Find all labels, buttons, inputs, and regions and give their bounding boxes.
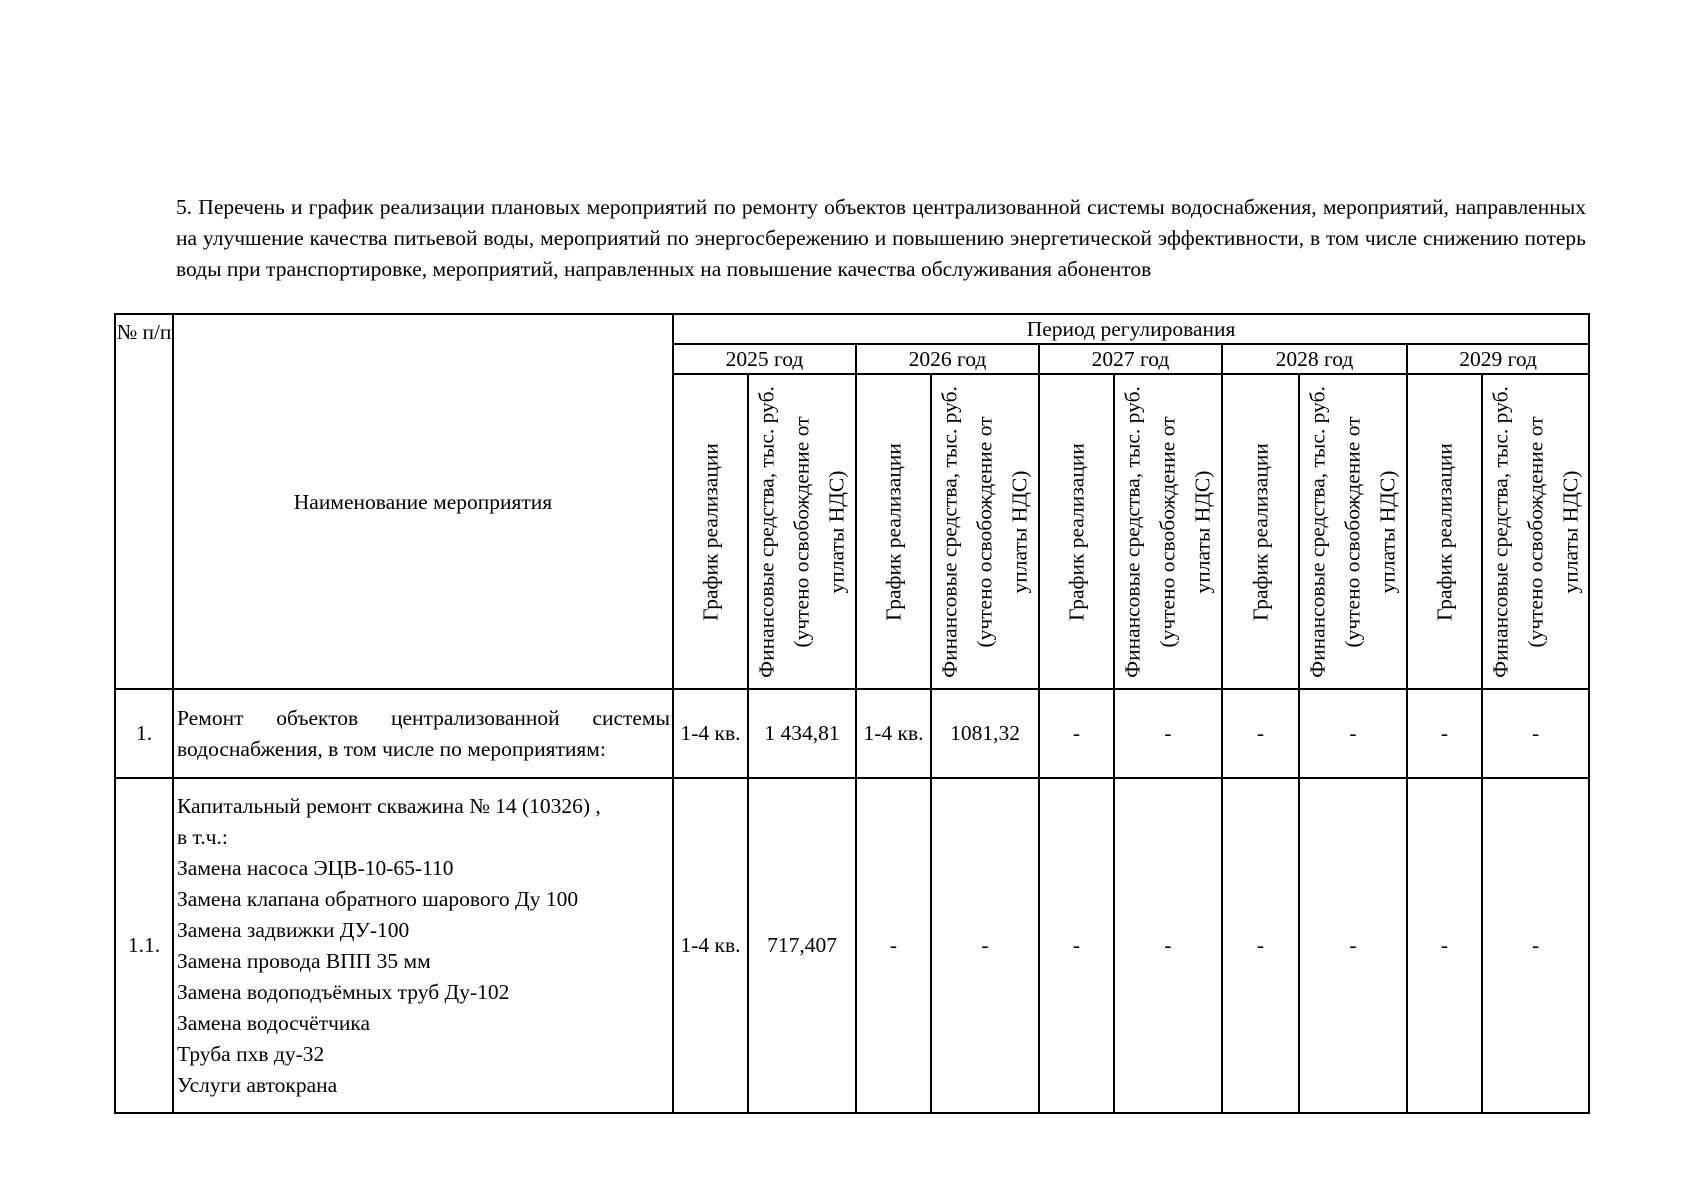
cell-finance-2028: - — [1299, 778, 1407, 1113]
cell-schedule-2028: - — [1222, 778, 1299, 1113]
row-name-line: Услуги автокрана — [177, 1072, 338, 1097]
table-row — [115, 689, 1589, 778]
row-name-line: в т.ч.: — [177, 824, 228, 849]
cell-schedule-2026: - — [856, 778, 931, 1113]
header-finance-2027: Финансовые средства, тыс. руб. (учтено освобождение от уплаты НДС) — [1114, 374, 1222, 689]
header-schedule-2028: График реализации — [1222, 374, 1299, 689]
row-name: Ремонт объектов централизованной системы водоснабжения, в том числе по мероприятиям: — [173, 689, 673, 778]
cell-finance-2025: 717,407 — [748, 778, 856, 1113]
cell-schedule-2028: - — [1222, 689, 1299, 778]
cell-schedule-2029: - — [1407, 778, 1482, 1113]
cell-finance-2027: - — [1114, 689, 1222, 778]
cell-schedule-2029: - — [1407, 689, 1482, 778]
header-year-2025: 2025 год — [673, 344, 856, 374]
table-row — [115, 778, 1589, 1113]
header-schedule-2025: График реализации — [673, 374, 748, 689]
header-year-2029: 2029 год — [1407, 344, 1589, 374]
row-name-line: Замена провода ВПП 35 мм — [177, 948, 431, 973]
row-name-line: Замена водоподъёмных труб Ду-102 — [177, 979, 510, 1004]
cell-schedule-2025: 1-4 кв. — [673, 778, 748, 1113]
cell-finance-2026: - — [931, 778, 1039, 1113]
cell-finance-2027: - — [1114, 778, 1222, 1113]
row-name-line: Замена клапана обратного шарового Ду 100 — [177, 886, 579, 911]
header-name: Наименование мероприятия — [173, 314, 673, 689]
header-year-2027: 2027 год — [1039, 344, 1222, 374]
header-finance-2029: Финансовые средства, тыс. руб. (учтено освобождение от уплаты НДС) — [1482, 374, 1589, 689]
cell-finance-2026: 1081,32 — [931, 689, 1039, 778]
header-num: № п/п — [115, 314, 173, 689]
header-year-2028: 2028 год — [1222, 344, 1407, 374]
cell-schedule-2027: - — [1039, 689, 1114, 778]
cell-schedule-2025: 1-4 кв. — [673, 689, 748, 778]
row-name-line: Труба пхв ду-32 — [177, 1041, 325, 1066]
row-name — [173, 778, 673, 1113]
cell-finance-2028: - — [1299, 689, 1407, 778]
cell-finance-2029: - — [1482, 689, 1589, 778]
row-name-line: Замена задвижки ДУ-100 — [177, 917, 410, 942]
header-schedule-2026: График реализации — [856, 374, 931, 689]
row-name-line: Капитальный ремонт скважина № 14 (10326) , — [177, 793, 601, 818]
row-name-line: Замена водосчётчика — [177, 1010, 371, 1035]
section-heading: 5. Перечень и график реализации плановых мероприятий по ремонту объектов централизованной системы водоснабжения, мероприятий, направленных на улучшение качества питьевой воды, мероприятий по энергосбережению и повышению энергетической эффективности, в том числе снижению потерь воды при транспортировке, мероприятий, направленных на повышение качества обслуживания абонентов — [176, 195, 1586, 281]
row-name-line: Замена насоса ЭЦВ-10-65-110 — [177, 855, 454, 880]
row-num: 1. — [115, 689, 173, 778]
cell-finance-2025: 1 434,81 — [748, 689, 856, 778]
header-period: Период регулирования — [673, 314, 1589, 344]
header-finance-2026: Финансовые средства, тыс. руб. (учтено освобождение от уплаты НДС) — [931, 374, 1039, 689]
plan-table — [114, 313, 1590, 1114]
header-year-2026: 2026 год — [856, 344, 1039, 374]
header-finance-2025: Финансовые средства, тыс. руб. (учтено освобождение от уплаты НДС) — [748, 374, 856, 689]
header-schedule-2029: График реализации — [1407, 374, 1482, 689]
row-num: 1.1. — [115, 778, 173, 1113]
header-finance-2028: Финансовые средства, тыс. руб. (учтено освобождение от уплаты НДС) — [1299, 374, 1407, 689]
cell-finance-2029: - — [1482, 778, 1589, 1113]
header-schedule-2027: График реализации — [1039, 374, 1114, 689]
cell-schedule-2026: 1-4 кв. — [856, 689, 931, 778]
cell-schedule-2027: - — [1039, 778, 1114, 1113]
